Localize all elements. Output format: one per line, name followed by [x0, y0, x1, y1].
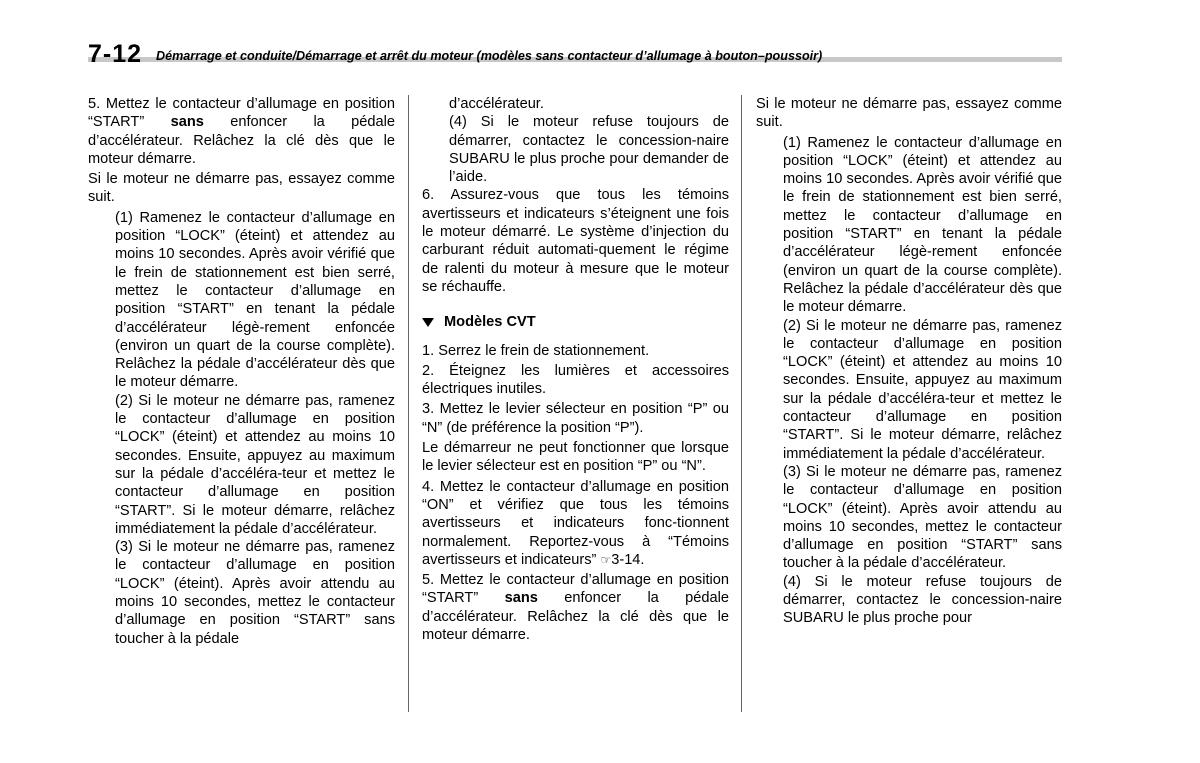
substep-2: (2) Si le moteur ne démarre pas, ramenez le contacteur d’allumage en position “LOCK” (éteint) et attendez au moins 10 secondes. Ensuite, appuyez au maximum sur la pédale d’accéléra-teur et mettez le contacteur d’allumage en position “START”. Si le moteur démarre, relâchez immédiatement la pédale d’accélérateur. — [115, 392, 395, 537]
step-5-text-end: enfoncer la pédale d’accélérateur. Relâchez la clé dès que le moteur démarre. — [88, 114, 396, 167]
column-1 — [88, 95, 395, 648]
header-title: Démarrage et conduite/Démarrage et arrêt du moteur (modèles sans contacteur d’allumage à bouton–poussoir) — [156, 49, 823, 63]
cvt-step-5-emphasis: sans — [504, 590, 538, 607]
cvt-step-5 — [422, 571, 729, 644]
step-5-emphasis: sans — [170, 114, 204, 131]
column-3 — [756, 95, 1062, 628]
page-header — [88, 38, 1062, 72]
cvt-step-3: 3. Mettez le levier sélecteur en position “P” ou “N” (de préférence la position “P”). — [422, 401, 729, 436]
cvt-step-1: 1. Serrez le frein de stationnement. — [422, 342, 650, 359]
substep-2: (2) Si le moteur ne démarre pas, ramenez le contacteur d’allumage en position “LOCK” (éteint) et attendez au moins 10 secondes. Ensuite, appuyez au maximum sur la pédale d’accéléra-teur et mettez le contacteur d’allumage en position “START”. Si le moteur démarre, relâchez immédiatement la pédale d’accélérateur. — [783, 317, 1062, 462]
section-heading — [422, 313, 729, 331]
cvt-step-5-text-end: enfoncer la pédale d’accélérateur. Relâchez la clé dès que le moteur démarre. — [422, 590, 730, 644]
step-5-text: 5. Mettez le contacteur d’allumage en position “START” — [88, 96, 395, 131]
column-divider-2 — [741, 95, 742, 712]
substep-3: (3) Si le moteur ne démarre pas, ramenez le contacteur d’allumage en position “LOCK” (éteint). Après avoir attendu au moins 10 secondes, mettez le contacteur d’allumage en position “START” sans toucher à la pédale d’accélérateur. — [783, 463, 1062, 572]
column-2 — [422, 95, 729, 646]
substep-1: (1) Ramenez le contacteur d’allumage en position “LOCK” (éteint) et attendez au moins 10 secondes. Après avoir vérifié que le frein de stationnement est bien serré, mettez le contacteur d’allumage en position “START” en tenant la pédale d’accélérateur légè-rement enfoncée (environ un quart de la course complète). Relâchez la pédale d’accélérateur dès que le moteur démarre. — [783, 134, 1062, 316]
fallback-intro: Si le moteur ne démarre pas, essayez comme suit. — [756, 96, 1062, 131]
page-number: 7-12 — [88, 40, 143, 68]
cvt-step-4 — [422, 478, 729, 569]
continued-text: d’accélérateur. — [449, 96, 544, 112]
step-6: 6. Assurez-vous que tous les témoins avertisseurs et indicateurs s’éteignent une fois le moteur démarré. Le système d’injection du carburant réduit automati-quement le régime de ralenti du moteur à mesure que le moteur se réchauffe. — [422, 187, 729, 295]
triangle-bullet-icon — [422, 318, 434, 327]
cvt-step-5-text: 5. Mettez le contacteur d’allumage en position “START” — [422, 572, 729, 607]
cvt-step-3-note: Le démarreur ne peut fonctionner que lorsque le levier sélecteur est en position “P” ou “N”. — [422, 440, 729, 475]
substep-4: (4) Si le moteur refuse toujours de démarrer, contactez le concession-naire SUBARU le plus proche pour — [783, 573, 1062, 627]
cvt-step-4-ref: 3-14. — [611, 551, 645, 568]
substep-1: (1) Ramenez le contacteur d’allumage en position “LOCK” (éteint) et attendez au moins 10 secondes. Après avoir vérifié que le frein de stationnement est bien serré, mettez le contacteur d’allumage en position “START” en tenant la pédale d’accélérateur légè-rement enfoncée (environ un quart de la course complète). Relâchez la pédale d’accélérateur dès que le moteur démarre. — [115, 209, 395, 391]
section-title-text: Modèles CVT — [444, 314, 536, 331]
cvt-step-2: 2. Éteignez les lumières et accessoires électriques inutiles. — [422, 362, 729, 398]
step-5 — [88, 95, 395, 168]
fallback-intro: Si le moteur ne démarre pas, essayez comme suit. — [88, 171, 395, 206]
page-reference-icon: ☞ — [600, 552, 612, 567]
substep-3: (3) Si le moteur ne démarre pas, ramenez le contacteur d’allumage en position “LOCK” (éteint). Après avoir attendu au moins 10 secondes, mettez le contacteur d’allumage en position “START” sans toucher à la pédale — [115, 539, 395, 647]
cvt-step-4-text: 4. Mettez le contacteur d’allumage en position “ON” et vérifiez que tous les témoins avertisseurs et indicateurs fonc-tionnent normalement. Reportez-vous à “Témoins avertisseurs et indicateurs” — [422, 478, 729, 568]
substep-4: (4) Si le moteur refuse toujours de démarrer, contactez le concession-naire SUBARU le plus proche pour demander de l’aide. — [449, 114, 729, 186]
column-divider-1 — [408, 95, 409, 712]
